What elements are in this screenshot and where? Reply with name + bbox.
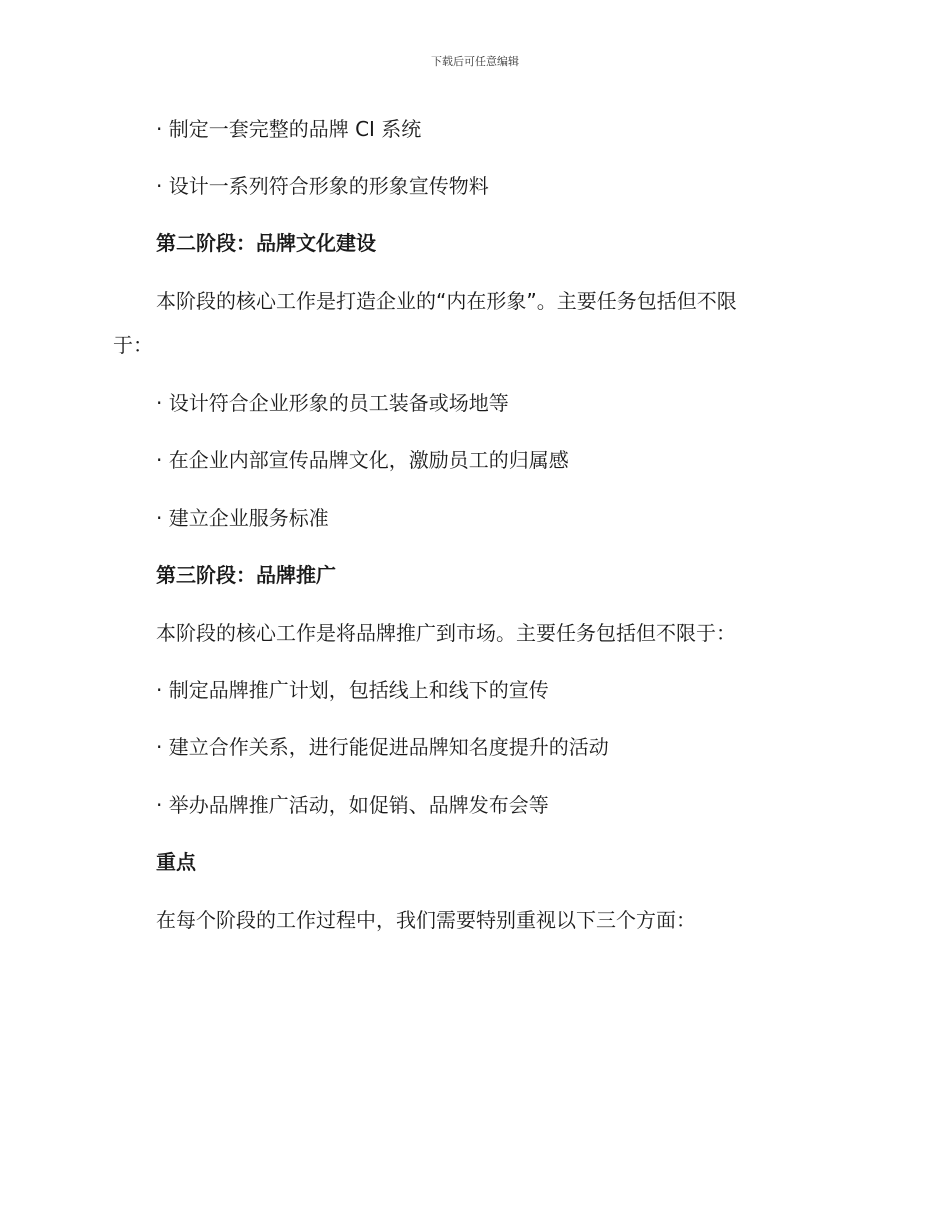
bullet-item: · 建立企业服务标准 (156, 506, 329, 530)
bullet-item: · 举办品牌推广活动，如促销、品牌发布会等 (156, 793, 549, 817)
paragraph-line: 在每个阶段的工作过程中，我们需要特别重视以下三个方面： (156, 908, 696, 932)
paragraph-line: 于： (113, 333, 153, 357)
bullet-item: · 在企业内部宣传品牌文化，激励员工的归属感 (156, 448, 569, 472)
bullet-item: · 制定品牌推广计划，包括线上和线下的宣传 (156, 678, 549, 702)
page-header: 下载后可任意编辑 (431, 55, 519, 68)
section-heading-focus: 重点 (156, 850, 196, 874)
bullet-item: · 设计符合企业形象的员工装备或场地等 (156, 391, 509, 415)
bullet-item: · 建立合作关系，进行能促进品牌知名度提升的活动 (156, 735, 609, 759)
paragraph-line: 本阶段的核心工作是将品牌推广到市场。主要任务包括但不限于： (156, 621, 736, 645)
bullet-item: · 制定一套完整的品牌 CI 系统 (156, 117, 422, 141)
bullet-item: · 设计一系列符合形象的形象宣传物料 (156, 174, 489, 198)
section-heading-stage-2: 第二阶段：品牌文化建设 (156, 231, 376, 255)
section-heading-stage-3: 第三阶段：品牌推广 (156, 563, 336, 587)
paragraph-line: 本阶段的核心工作是打造企业的“内在形象”。主要任务包括但不限 (156, 289, 737, 313)
